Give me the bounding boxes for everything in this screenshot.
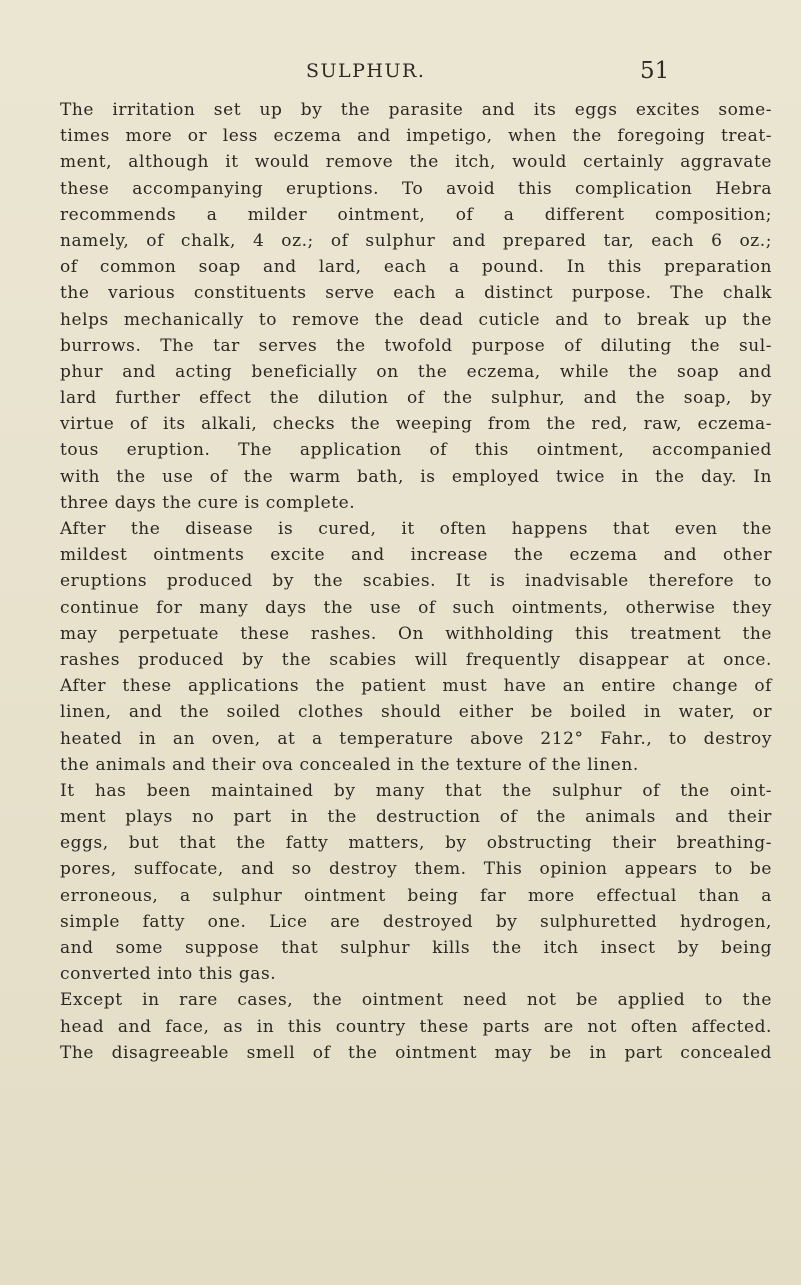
- page-number: 51: [640, 58, 670, 84]
- text-line: phur and acting beneficially on the eczema, while the soap and: [60, 361, 772, 382]
- text-line: ment, although it would remove the itch, would certainly aggravate: [60, 152, 772, 173]
- body-text: [60, 97, 772, 1066]
- text-line: After these applications the patient must have an entire change of: [60, 676, 772, 697]
- text-line: lard further effect the dilution of the sulphur, and the soap, by: [60, 388, 772, 409]
- text-line: rashes produced by the scabies will frequently disappear at once.: [60, 649, 772, 670]
- text-line: these accompanying eruptions. To avoid this complication Hebra: [60, 178, 772, 199]
- text-line: the various constituents serve each a distinct purpose. The chalk: [60, 283, 772, 304]
- text-line: continue for many days the use of such ointments, otherwise they: [60, 597, 772, 618]
- text-line: burrows. The tar serves the twofold purpose of diluting the sul-: [60, 335, 772, 356]
- text-line: three days the cure is complete.: [60, 492, 356, 513]
- text-line: tous eruption. The application of this ointment, accompanied: [60, 440, 772, 461]
- text-line: It has been maintained by many that the sulphur of the oint-: [60, 780, 772, 801]
- running-head: SULPHUR.: [306, 60, 426, 82]
- text-line: Except in rare cases, the ointment need not be applied to the: [60, 990, 772, 1011]
- text-line: namely, of chalk, 4 oz.; of sulphur and prepared tar, each 6 oz.;: [60, 230, 772, 251]
- text-line: The irritation set up by the parasite and its eggs excites some-: [60, 100, 772, 120]
- text-line: virtue of its alkali, checks the weeping from the red, raw, eczema-: [60, 414, 772, 435]
- text-line: times more or less eczema and impetigo, when the foregoing treat-: [60, 126, 772, 147]
- text-line: linen, and the soiled clothes should either be boiled in water, or: [60, 702, 772, 723]
- text-line: recommends a milder ointment, of a different composition;: [60, 204, 772, 225]
- text-line: converted into this gas.: [60, 964, 277, 985]
- text-line: head and face, as in this country these parts are not often affected.: [60, 1016, 772, 1037]
- text-line: the animals and their ova concealed in the texture of the linen.: [60, 754, 639, 775]
- text-line: The disagreeable smell of the ointment may be in part concealed: [60, 1042, 772, 1063]
- text-line: pores, suffocate, and so destroy them. This opinion appears to be: [60, 859, 772, 880]
- text-line: of common soap and lard, each a pound. In this preparation: [60, 257, 772, 278]
- text-line: heated in an oven, at a temperature above 212° Fahr., to destroy: [60, 728, 772, 749]
- text-line: eruptions produced by the scabies. It is inadvisable therefore to: [60, 571, 772, 592]
- text-line: with the use of the warm bath, is employed twice in the day. In: [60, 466, 772, 487]
- page-header: [0, 60, 801, 90]
- text-line: eggs, but that the fatty matters, by obstructing their breathing-: [60, 833, 772, 854]
- text-line: and some suppose that sulphur kills the itch insect by being: [60, 938, 772, 958]
- text-line: mildest ointments excite and increase the eczema and other: [60, 545, 772, 566]
- text-line: helps mechanically to remove the dead cuticle and to break up the: [60, 309, 772, 330]
- text-line: may perpetuate these rashes. On withholding this treatment the: [60, 623, 772, 644]
- text-line: After the disease is cured, it often happens that even the: [60, 519, 772, 539]
- text-line: erroneous, a sulphur ointment being far more effectual than a: [60, 885, 772, 906]
- text-line: ment plays no part in the destruction of the animals and their: [60, 807, 772, 828]
- text-line: simple fatty one. Lice are destroyed by sulphuretted hydrogen,: [60, 911, 772, 932]
